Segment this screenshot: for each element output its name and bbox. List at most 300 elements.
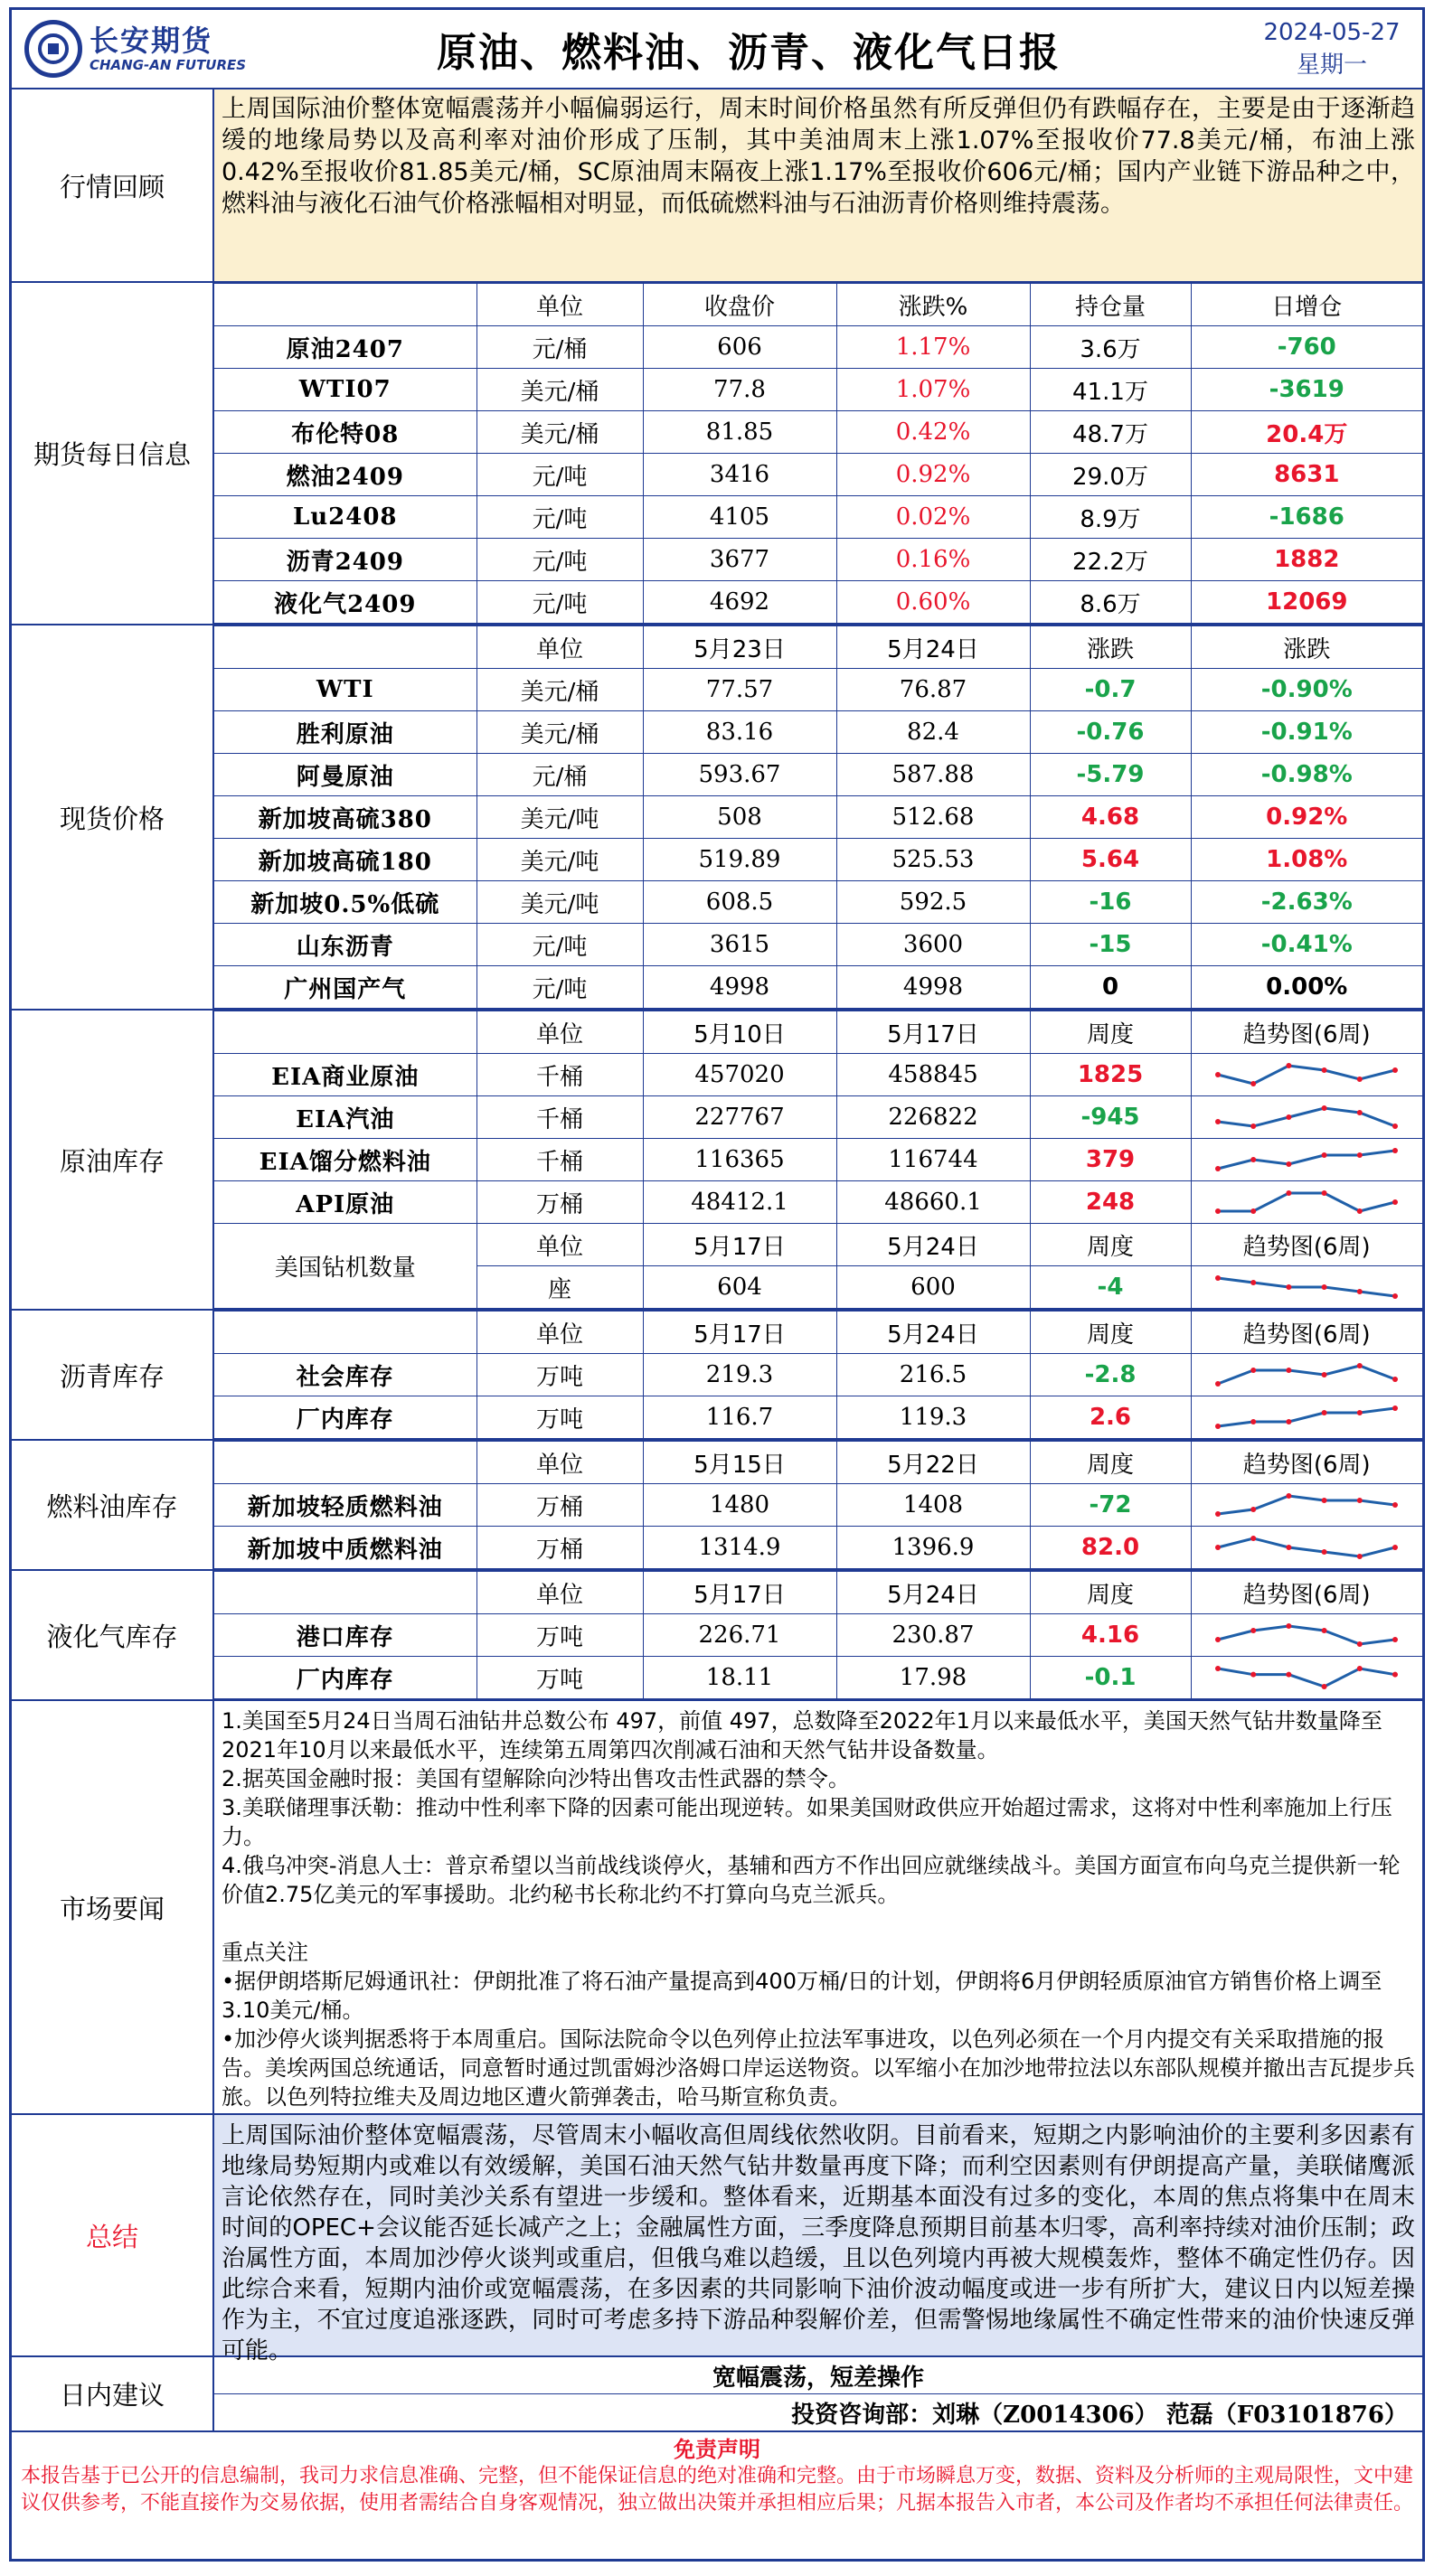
trend-point: [1250, 1208, 1256, 1214]
change-percent: -2.63%: [1191, 881, 1422, 924]
summary-text: 上周国际油价整体宽幅震荡，尽管周末小幅收高但周线依然收阴。目前看来，短期之内影响油价的主要利多因素有地缘局势短期内或难以有效缓解，美国石油天然气钻井数量再度下降；而利空因素则有伊朗提高产量，美联储鹰派言论依然存在，同时美沙关系有望进一步缓和。整体看来，近期基本面没有过多的变化，本周的焦点将集中在周末时间的OPEC+会议能否延长减产之上；金融属性方面，三季度降息预期目前基本归零，高利率持续对油价压制；政治属性方面，本周加沙停火谈判或重启，但俄乌难以趋缓，且以色列境内再被大规模轰炸，整体不确定性仍存。因此综合来看，短期内油价或宽幅震荡，在多因素的共同影响下油价波动幅度或进一步有所扩大，建议日内以短差操作为主，不宜过度追涨逐跌，同时可考虑多持下游品种裂解价差，但需警惕地缘属性不确定性带来的油价快速反弹可能。: [214, 2115, 1422, 2355]
change-percent: 1.07%: [836, 369, 1030, 411]
trend-cell: [1191, 1181, 1422, 1224]
open-interest: 48.7万: [1030, 411, 1191, 454]
trend-point: [1287, 1190, 1292, 1196]
trend-point: [1287, 1368, 1292, 1373]
section-label: 现货价格: [12, 625, 214, 1009]
unit-cell: 万吨: [476, 1396, 643, 1439]
spot-name: 新加坡高硫380: [214, 796, 476, 839]
focus-item: •加沙停火谈判据悉将于本周重启。国际法院命令以色列停止拉法军事进攻，以色列必须在一个月内提交有关采取措施的报告。美埃两国总统通话，同意暂时通过凯雷姆沙洛姆口岸运送物资。以军缩小在加沙地带拉法以东部队规模并撤出吉瓦提步兵旅。以色列特拉维夫及周边地区遭火箭弹袭击，哈马斯宣称负责。: [222, 2026, 1415, 2110]
column-header: 持仓量: [1030, 284, 1191, 326]
unit-cell: 万吨: [476, 1614, 643, 1657]
news-item: 2.据英国金融时报：美国有望解除向沙特出售攻击性武器的禁令。: [222, 1766, 850, 1791]
trend-line: [1218, 1151, 1395, 1169]
unit-cell: 美元/桶: [476, 411, 643, 454]
contract-name: Lu2408: [214, 496, 476, 539]
trend-point: [1357, 1498, 1363, 1503]
trend-sparkline: [1213, 1664, 1400, 1691]
column-header: 收盘价: [643, 284, 836, 326]
change-percent: 0.92%: [836, 454, 1030, 496]
column-header: 5月17日: [643, 1312, 836, 1354]
spot-section: [12, 625, 1422, 1011]
trend-sparkline: [1213, 1061, 1400, 1088]
trend-point: [1250, 1123, 1256, 1129]
value-week1: 457020: [643, 1054, 836, 1096]
change-percent: 0.16%: [836, 539, 1030, 581]
table-row: [214, 1354, 1422, 1396]
inventory-name: 厂内库存: [214, 1396, 476, 1439]
trend-line: [1218, 1626, 1395, 1644]
table-header-row: [214, 626, 1422, 669]
section-label: 总结: [12, 2115, 214, 2355]
trend-cell: [1191, 1657, 1422, 1699]
column-header: 单位: [476, 1011, 643, 1054]
unit-cell: 千桶: [476, 1096, 643, 1139]
rig-count-label: 美国钻机数量: [214, 1224, 476, 1309]
column-header: 单位: [476, 1442, 643, 1484]
trend-point: [1287, 1672, 1292, 1678]
daily-oi-change: 12069: [1191, 581, 1422, 624]
trend-sparkline: [1213, 1146, 1400, 1173]
change-percent: 1.17%: [836, 326, 1030, 369]
change-percent: 0.42%: [836, 411, 1030, 454]
column-header: 周度: [1030, 1224, 1191, 1266]
trend-point: [1322, 1628, 1327, 1633]
asphalt-inventory-table: [214, 1311, 1422, 1439]
table-row: [214, 369, 1422, 411]
column-header: 涨跌: [1030, 626, 1191, 669]
price-day1: 4998: [643, 966, 836, 1009]
price-day1: 593.67: [643, 754, 836, 796]
trend-point: [1392, 1502, 1398, 1508]
trend-point: [1392, 1067, 1398, 1073]
trend-line: [1218, 1669, 1395, 1687]
unit-cell: 美元/吨: [476, 881, 643, 924]
contract-name: 原油2407: [214, 326, 476, 369]
trend-point: [1287, 1161, 1292, 1167]
trend-point: [1215, 1275, 1221, 1281]
inventory-name: 港口库存: [214, 1614, 476, 1657]
report-page: [9, 7, 1425, 2562]
change-percent: 0.92%: [1191, 796, 1422, 839]
value-week1: 604: [643, 1266, 836, 1309]
trend-point: [1322, 1498, 1327, 1503]
price-day1: 3615: [643, 924, 836, 966]
rig-header-row: [214, 1224, 1422, 1266]
trend-point: [1357, 1554, 1363, 1559]
table-header-row: [214, 1442, 1422, 1484]
unit-cell: 万桶: [476, 1527, 643, 1569]
weekly-change: -72: [1030, 1484, 1191, 1527]
logo-en-text: CHANG-AN FUTURES: [90, 57, 247, 73]
change-percent: -0.98%: [1191, 754, 1422, 796]
table-row: [214, 1181, 1422, 1224]
column-header: 5月24日: [836, 626, 1030, 669]
change-percent: 0.00%: [1191, 966, 1422, 1009]
column-header: 5月22日: [836, 1442, 1030, 1484]
table-row: [214, 1527, 1422, 1569]
table-row: [214, 1139, 1422, 1181]
change-percent: -0.41%: [1191, 924, 1422, 966]
spot-name: WTI: [214, 669, 476, 711]
fuel-inventory-section: [12, 1441, 1422, 1571]
column-header: [214, 1442, 476, 1484]
value-week1: 18.11: [643, 1657, 836, 1699]
summary-section: [12, 2115, 1422, 2364]
price-day2: 592.5: [836, 881, 1030, 924]
table-row: [214, 1657, 1422, 1699]
trend-point: [1215, 1545, 1221, 1550]
daily-oi-change: -1686: [1191, 496, 1422, 539]
trend-point: [1322, 1549, 1327, 1555]
unit-cell: 元/吨: [476, 496, 643, 539]
spot-name: 阿曼原油: [214, 754, 476, 796]
table-row: [214, 711, 1422, 754]
trend-line: [1218, 1408, 1395, 1426]
trend-line: [1218, 1538, 1395, 1556]
trend-point: [1215, 1208, 1221, 1214]
spot-name: 山东沥青: [214, 924, 476, 966]
table-row: [214, 839, 1422, 881]
change-value: -16: [1030, 881, 1191, 924]
weekly-change: -2.8: [1030, 1354, 1191, 1396]
table-row: [214, 581, 1422, 624]
change-value: -15: [1030, 924, 1191, 966]
weekly-change: 248: [1030, 1181, 1191, 1224]
inventory-name: 社会库存: [214, 1354, 476, 1396]
trend-point: [1287, 1284, 1292, 1290]
trend-cell: [1191, 1396, 1422, 1439]
price-day2: 587.88: [836, 754, 1030, 796]
trend-point: [1250, 1157, 1256, 1162]
trend-point: [1357, 1289, 1363, 1294]
trend-sparkline: [1213, 1189, 1400, 1216]
table-row: [214, 669, 1422, 711]
price-day2: 82.4: [836, 711, 1030, 754]
inventory-name: EIA商业原油: [214, 1054, 476, 1096]
value-week2: 458845: [836, 1054, 1030, 1096]
fuel-inventory-table: [214, 1441, 1422, 1569]
trend-point: [1250, 1672, 1256, 1678]
value-week2: 48660.1: [836, 1181, 1030, 1224]
trend-point: [1287, 1419, 1292, 1424]
advice-section: [12, 2357, 1422, 2432]
section-label: 日内建议: [12, 2357, 214, 2430]
price-day1: 519.89: [643, 839, 836, 881]
unit-cell: 元/吨: [476, 454, 643, 496]
asphalt-inventory-section: [12, 1311, 1422, 1441]
column-header: 涨跌%: [836, 284, 1030, 326]
trend-point: [1322, 1372, 1327, 1377]
trend-point: [1357, 1076, 1363, 1082]
change-value: 5.64: [1030, 839, 1191, 881]
unit-cell: 美元/吨: [476, 839, 643, 881]
change-percent: 0.60%: [836, 581, 1030, 624]
value-week1: 116365: [643, 1139, 836, 1181]
column-header: 趋势图(6周): [1191, 1224, 1422, 1266]
price-day2: 4998: [836, 966, 1030, 1009]
close-price: 4692: [643, 581, 836, 624]
trend-point: [1357, 1666, 1363, 1671]
value-week2: 600: [836, 1266, 1030, 1309]
column-header: 涨跌: [1191, 626, 1422, 669]
news-item: 1.美国至5月24日当周石油钻井总数公布 497，前值 497，总数降至2022年1月以来最低水平，美国天然气钻井数量降至2021年10月以来最低水平，连续第五周第四次削减石油和天然气钻井设备数量。: [222, 1708, 1382, 1763]
table-row: [214, 1614, 1422, 1657]
trend-cell: [1191, 1614, 1422, 1657]
unit-cell: 元/桶: [476, 326, 643, 369]
market-review-section: [12, 89, 1422, 283]
price-day2: 76.87: [836, 669, 1030, 711]
close-price: 4105: [643, 496, 836, 539]
open-interest: 8.6万: [1030, 581, 1191, 624]
section-label: 燃料油库存: [12, 1441, 214, 1569]
inventory-name: API原油: [214, 1181, 476, 1224]
section-label: 原油库存: [12, 1011, 214, 1309]
trend-point: [1392, 1545, 1398, 1550]
unit-cell: 万桶: [476, 1181, 643, 1224]
contract-name: WTI07: [214, 369, 476, 411]
table-header-row: [214, 284, 1422, 326]
company-logo: [12, 20, 256, 78]
advice-text: 宽幅震荡，短差操作: [214, 2357, 1422, 2394]
trend-cell: [1191, 1527, 1422, 1569]
trend-point: [1392, 1406, 1398, 1411]
price-day1: 77.57: [643, 669, 836, 711]
price-day2: 525.53: [836, 839, 1030, 881]
trend-point: [1357, 1208, 1363, 1214]
open-interest: 41.1万: [1030, 369, 1191, 411]
column-header: 趋势图(6周): [1191, 1312, 1422, 1354]
table-row: [214, 1054, 1422, 1096]
unit-cell: 元/吨: [476, 539, 643, 581]
logo-cn-text: 长安期货: [90, 24, 213, 58]
analyst-info: 投资咨询部：刘琳（Z0014306） 范磊（F03101876）: [791, 2401, 1408, 2429]
unit-cell: 座: [476, 1266, 643, 1309]
weekly-change: -945: [1030, 1096, 1191, 1139]
trend-sparkline: [1213, 1491, 1400, 1518]
unit-cell: 元/桶: [476, 754, 643, 796]
section-label: 期货每日信息: [12, 283, 214, 624]
change-percent: 0.02%: [836, 496, 1030, 539]
trend-point: [1357, 1641, 1363, 1647]
daily-oi-change: -3619: [1191, 369, 1422, 411]
table-row: [214, 496, 1422, 539]
value-week1: 1314.9: [643, 1527, 836, 1569]
trend-point: [1215, 1637, 1221, 1642]
close-price: 77.8: [643, 369, 836, 411]
change-value: 4.68: [1030, 796, 1191, 839]
trend-cell: [1191, 1054, 1422, 1096]
spot-name: 胜利原油: [214, 711, 476, 754]
lpg-inventory-table: [214, 1571, 1422, 1699]
spot-name: 广州国产气: [214, 966, 476, 1009]
column-header: 5月24日: [836, 1572, 1030, 1614]
daily-oi-change: 8631: [1191, 454, 1422, 496]
trend-point: [1357, 1110, 1363, 1115]
trend-point: [1250, 1628, 1256, 1633]
column-header: [214, 1572, 476, 1614]
open-interest: 29.0万: [1030, 454, 1191, 496]
value-week1: 1480: [643, 1484, 836, 1527]
daily-oi-change: 20.4万: [1191, 411, 1422, 454]
focus-item: •据伊朗塔斯尼姆通讯社：伊朗批准了将石油产量提高到400万桶/日的计划，伊朗将6月伊朗轻质原油官方销售价格上调至3.10美元/桶。: [222, 1969, 1382, 2023]
trend-point: [1215, 1072, 1221, 1077]
trend-point: [1322, 1067, 1327, 1073]
unit-cell: 元/吨: [476, 966, 643, 1009]
table-header-row: [214, 1011, 1422, 1054]
value-week2: 1408: [836, 1484, 1030, 1527]
trend-point: [1215, 1424, 1221, 1429]
spot-name: 新加坡高硫180: [214, 839, 476, 881]
trend-line: [1218, 1193, 1395, 1211]
report-header: [12, 10, 1422, 89]
change-value: -0.76: [1030, 711, 1191, 754]
column-header: 5月24日: [836, 1224, 1030, 1266]
lpg-inventory-section: [12, 1571, 1422, 1701]
price-day2: 512.68: [836, 796, 1030, 839]
table-row: [214, 754, 1422, 796]
unit-cell: 美元/吨: [476, 796, 643, 839]
unit-cell: 万吨: [476, 1354, 643, 1396]
trend-point: [1392, 1672, 1398, 1678]
spot-name: 新加坡0.5%低硫: [214, 881, 476, 924]
weekly-change: -4: [1030, 1266, 1191, 1309]
contract-name: 燃油2409: [214, 454, 476, 496]
trend-sparkline: [1213, 1404, 1400, 1431]
market-news-section: [12, 1701, 1422, 2115]
daily-oi-change: 1882: [1191, 539, 1422, 581]
change-percent: -0.90%: [1191, 669, 1422, 711]
daily-oi-change: -760: [1191, 326, 1422, 369]
trend-point: [1357, 1410, 1363, 1415]
change-percent: 1.08%: [1191, 839, 1422, 881]
trend-point: [1322, 1410, 1327, 1415]
trend-point: [1250, 1419, 1256, 1424]
disclaimer: [12, 2432, 1422, 2521]
column-header: 周度: [1030, 1011, 1191, 1054]
trend-point: [1215, 1119, 1221, 1124]
trend-point: [1357, 1152, 1363, 1158]
unit-cell: 万桶: [476, 1484, 643, 1527]
advice-body: [214, 2357, 1422, 2430]
column-header: 单位: [476, 1224, 643, 1266]
trend-point: [1392, 1123, 1398, 1129]
trend-point: [1250, 1507, 1256, 1512]
trend-point: [1215, 1666, 1221, 1671]
trend-point: [1287, 1545, 1292, 1550]
spot-table: [214, 625, 1422, 1009]
column-header: [214, 1312, 476, 1354]
change-percent: -0.91%: [1191, 711, 1422, 754]
unit-cell: 元/吨: [476, 924, 643, 966]
unit-cell: 千桶: [476, 1139, 643, 1181]
trend-point: [1250, 1368, 1256, 1373]
inventory-name: 新加坡中质燃料油: [214, 1527, 476, 1569]
trend-point: [1250, 1280, 1256, 1285]
column-header: 单位: [476, 1312, 643, 1354]
trend-point: [1287, 1493, 1292, 1499]
column-header: 周度: [1030, 1312, 1191, 1354]
value-week1: 48412.1: [643, 1181, 836, 1224]
value-week2: 230.87: [836, 1614, 1030, 1657]
futures-table: [214, 283, 1422, 624]
trend-sparkline: [1213, 1622, 1400, 1649]
trend-point: [1250, 1081, 1256, 1086]
trend-point: [1322, 1105, 1327, 1111]
section-label: 液化气库存: [12, 1571, 214, 1699]
trend-point: [1392, 1377, 1398, 1382]
column-header: 单位: [476, 284, 643, 326]
change-value: -5.79: [1030, 754, 1191, 796]
value-week1: 116.7: [643, 1396, 836, 1439]
report-title: 原油、燃料油、沥青、液化气日报: [437, 30, 1061, 76]
trend-cell: [1191, 1484, 1422, 1527]
open-interest: 3.6万: [1030, 326, 1191, 369]
futures-section: [12, 283, 1422, 625]
close-price: 3677: [643, 539, 836, 581]
contract-name: 布伦特08: [214, 411, 476, 454]
column-header: 单位: [476, 1572, 643, 1614]
report-date: 2024-05-27: [1263, 19, 1401, 46]
table-row: [214, 454, 1422, 496]
trend-cell: [1191, 1096, 1422, 1139]
trend-cell: [1191, 1354, 1422, 1396]
unit-cell: 元/吨: [476, 581, 643, 624]
report-weekday: 星期一: [1296, 52, 1367, 79]
trend-cell: [1191, 1266, 1422, 1309]
column-header: [214, 626, 476, 669]
crude-inventory-table: [214, 1011, 1422, 1309]
unit-cell: 美元/桶: [476, 369, 643, 411]
trend-point: [1322, 1684, 1327, 1689]
price-day1: 608.5: [643, 881, 836, 924]
column-header: 趋势图(6周): [1191, 1442, 1422, 1484]
column-header: 5月24日: [836, 1312, 1030, 1354]
trend-point: [1392, 1293, 1398, 1299]
table-row: [214, 1096, 1422, 1139]
inventory-name: EIA汽油: [214, 1096, 476, 1139]
weekly-change: 82.0: [1030, 1527, 1191, 1569]
table-row: [214, 1396, 1422, 1439]
inventory-name: 厂内库存: [214, 1657, 476, 1699]
trend-point: [1287, 1623, 1292, 1629]
column-header: 5月17日: [836, 1011, 1030, 1054]
column-header: 5月17日: [643, 1224, 836, 1266]
trend-point: [1392, 1199, 1398, 1205]
column-header: 单位: [476, 626, 643, 669]
trend-point: [1287, 1063, 1292, 1068]
disclaimer-title: 免责声明: [674, 2436, 760, 2462]
trend-line: [1218, 1496, 1395, 1514]
inventory-name: 新加坡轻质燃料油: [214, 1484, 476, 1527]
table-row: [214, 796, 1422, 839]
table-row: [214, 539, 1422, 581]
value-week2: 116744: [836, 1139, 1030, 1181]
trend-sparkline: [1213, 1534, 1400, 1561]
price-day1: 83.16: [643, 711, 836, 754]
section-label: 行情回顾: [12, 89, 214, 281]
table-row: [214, 411, 1422, 454]
value-week2: 17.98: [836, 1657, 1030, 1699]
value-week1: 226.71: [643, 1614, 836, 1657]
table-row: [214, 1484, 1422, 1527]
unit-cell: 万吨: [476, 1657, 643, 1699]
close-price: 606: [643, 326, 836, 369]
trend-point: [1250, 1536, 1256, 1541]
column-header: 趋势图(6周): [1191, 1011, 1422, 1054]
disclaimer-text: 本报告基于已公开的信息编制，我司力求信息准确、完整，但不能保证信息的绝对准确和完整。由于市场瞬息万变，数据、资料及分析师的主观局限性，文中建议仅供参考，不能直接作为交易依据，使用者需结合自身客观情况，独立做出决策并承担相应后果；凡据本报告入市者，本公司及作者均不承担任何法律责任。: [21, 2465, 1414, 2515]
